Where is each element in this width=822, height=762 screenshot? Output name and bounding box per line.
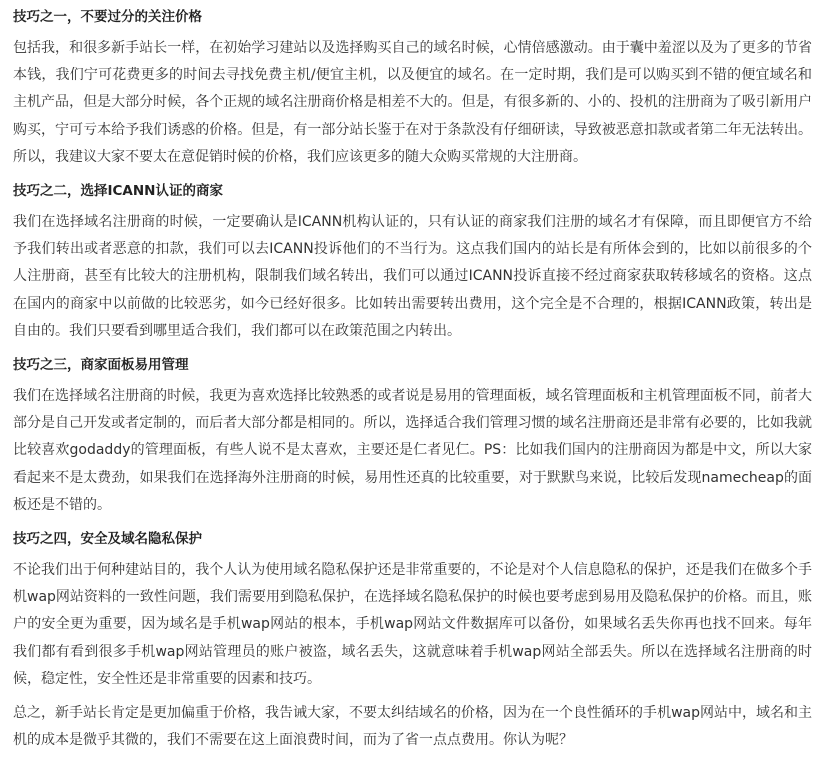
section-4 xyxy=(13,522,812,696)
section-paragraph: 包括我，和很多新手站长一样，在初始学习建站以及选择购买自己的域名时候，心情倍感激动。由于囊中羞涩以及为了更多的节省本钱，我们宁可花费更多的时间去寻找免费主机/便宜主机，以及便宜的域名。在一定时期，我们是可以购买到不错的便宜域名和主机产品，但是大部分时候，各个正规的域名注册商价格是相差不大的。但是，有很多新的、小的、投机的注册商为了吸引新用户购买，宁可亏本给予我们诱惑的价格。但是，有一部分站长鉴于在对于条款没有仔细研读，导致被恶意扣款或者第二年无法转出。所以，我建议大家不要太在意促销时候的价格，我们应该更多的随大众购买常规的大注册商。 xyxy=(13,40,812,165)
section-3 xyxy=(13,348,812,522)
section-heading: 技巧之三，商家面板易用管理 xyxy=(13,357,189,374)
section-2 xyxy=(13,174,812,348)
section-1 xyxy=(13,0,812,174)
closing-paragraph: 总之，新手站长肯定是更加偏重于价格，我告诫大家，不要太纠结域名的价格，因为在一个良性循环的手机wap网站中，域名和主机的成本是微乎其微的，我们不需要在这上面浪费时间，而为了省一点点费用。你认为呢？ xyxy=(13,705,812,749)
section-heading: 技巧之一，不要过分的关注价格 xyxy=(13,9,202,25)
section-paragraph: 不论我们出于何种建站目的，我个人认为使用域名隐私保护还是非常重要的，不论是对个人信息隐私的保护，还是我们在做多个手机wap网站资料的一致性问题，我们需要用到隐私保护，在选择域名隐私保护的时候也要考虑到易用及隐私保护的价格。而且，账户的安全更为重要，因为域名是手机wap网站的根本，手机wap网站文件数据库可以备份，如果域名丢失你再也找不回来。每年我们都有看到很多手机wap网站管理员的账户被盗，域名丢失，这就意味着手机wap网站全部丢失。所以在选择域名注册商的时候，稳定性，安全性还是非常重要的因素和技巧。 xyxy=(13,562,812,687)
section-paragraph: 我们在选择域名注册商的时候，一定要确认是ICANN机构认证的，只有认证的商家我们注册的域名才有保障，而且即便官方不给予我们转出或者恶意的扣款，我们可以去ICANN投诉他们的不当行为。这点我们国内的站长是有所体会到的，比如以前很多的个人注册商，甚至有比较大的注册机构，限制我们域名转出，我们可以通过ICANN投诉直接不经过商家获取转移域名的资格。这点在国内的商家中以前做的比较恶劣，如今已经好很多。比如转出需要转出费用，这个完全是不合理的，根据ICANN政策，转出是自由的。我们只要看到哪里适合我们，我们都可以在政策范围之内转出。 xyxy=(13,214,812,339)
section-paragraph: 我们在选择域名注册商的时候，我更为喜欢选择比较熟悉的或者说是易用的管理面板，域名管理面板和主机管理面板不同，前者大部分是自己开发或者定制的，而后者大部分都是相同的。所以，选择适合我们管理习惯的域名注册商还是非常有必要的，比如我就比较喜欢godaddy的管理面板，有些人说不是太喜欢，主要还是仁者见仁。PS：比如我们国内的注册商因为都是中文，所以大家看起来不是太费劲，如果我们在选择海外注册商的时候，易用性还真的比较重要，对于默默鸟来说，比较后发现namecheap的面板还是不错的。 xyxy=(13,388,812,513)
section-heading: 技巧之四，安全及域名隐私保护 xyxy=(13,531,202,548)
section-heading: 技巧之二，选择ICANN认证的商家 xyxy=(13,183,223,200)
